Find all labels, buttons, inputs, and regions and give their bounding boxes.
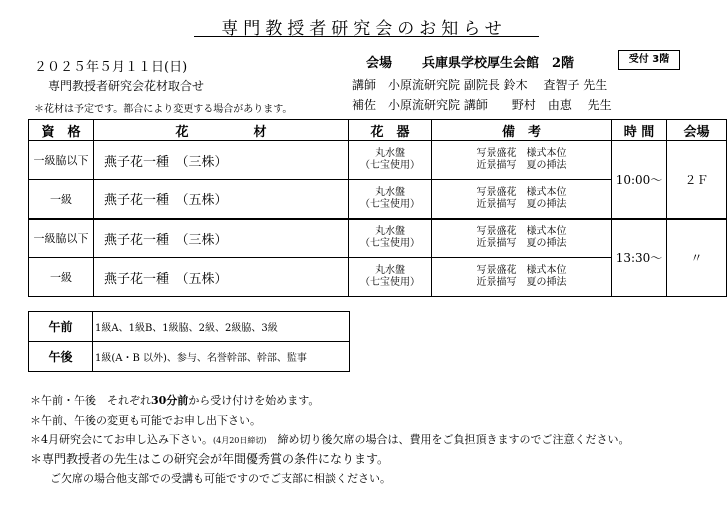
vase-cell bbox=[349, 141, 432, 180]
reception-box: 受付 3階 bbox=[618, 50, 680, 70]
rank-cell: 一級 bbox=[29, 180, 94, 219]
schedule-row-am bbox=[29, 312, 350, 342]
material-cell: 燕子花一種 （三株） bbox=[94, 141, 349, 180]
material-cell: 燕子花一種 （五株） bbox=[94, 258, 349, 297]
notes-line: 近景描写 夏の挿法 bbox=[476, 160, 567, 171]
material-table bbox=[28, 119, 727, 297]
rank-cell: 一級脇以下 bbox=[29, 141, 94, 180]
header-venue: 会場 bbox=[667, 120, 727, 141]
note-deadline: (4月20日締切) bbox=[213, 436, 267, 445]
note-text: 締め切り後欠席の場合は、費用をご負担頂きますのでご注意ください。 bbox=[266, 433, 630, 446]
vase-note: （七宝使用） bbox=[360, 277, 420, 288]
notes-line: 近景描写 夏の挿法 bbox=[476, 198, 567, 210]
note-award: ＊専門教授者の先生はこの研究会が年間優秀賞の条件になります。 bbox=[30, 452, 390, 466]
vase-note: （七宝使用） bbox=[360, 238, 420, 250]
vase-cell bbox=[349, 180, 432, 219]
assistant-line: 補佐 小原流研究院 講師 野村 由恵 先生 bbox=[352, 98, 612, 112]
vase-note: （七宝使用） bbox=[360, 160, 420, 171]
rank-cell: 一級 bbox=[29, 258, 94, 297]
header-notes: 備 考 bbox=[432, 120, 612, 141]
event-name: 専門教授者研究会花材取合せ bbox=[48, 79, 205, 93]
table-row bbox=[29, 219, 727, 258]
notes-line: 写景盛花 様式本位 bbox=[476, 265, 567, 276]
note-text: ＊午前・午後 それぞれ bbox=[30, 394, 151, 407]
schedule-label: 午前 bbox=[29, 312, 93, 342]
event-date: ２０２５年５月１１日(日) bbox=[34, 60, 188, 75]
note-change: ＊午前、午後の変更も可能でお申し出下さい。 bbox=[30, 414, 261, 427]
title-underline bbox=[194, 36, 539, 37]
time-cell: 10:00〜 bbox=[612, 141, 667, 219]
note-text: ＊4月研究会にてお申し込み下さい。 bbox=[30, 433, 213, 446]
vase-name: 丸水盤 bbox=[375, 226, 405, 238]
vase-cell bbox=[349, 258, 432, 297]
material-cell: 燕子花一種 （三株） bbox=[94, 219, 349, 258]
note-apply bbox=[30, 431, 630, 447]
venue-cell: ２Ｆ bbox=[667, 141, 727, 219]
vase-cell bbox=[349, 219, 432, 258]
vase-name: 丸水盤 bbox=[375, 186, 405, 198]
notes-line: 近景描写 夏の挿法 bbox=[476, 238, 567, 250]
schedule-text: 1級(A・B 以外)、参与、名誉幹部、幹部、監事 bbox=[93, 342, 350, 372]
notes-line: 近景描写 夏の挿法 bbox=[476, 277, 567, 288]
header-vase: 花 器 bbox=[349, 120, 432, 141]
schedule-row-pm bbox=[29, 342, 350, 372]
header-material: 花 材 bbox=[94, 120, 349, 141]
venue-cell: 〃 bbox=[667, 219, 727, 297]
schedule-table bbox=[28, 311, 350, 372]
vase-name: 丸水盤 bbox=[375, 265, 405, 276]
schedule-label: 午後 bbox=[29, 342, 93, 372]
notes-line: 写景盛花 様式本位 bbox=[476, 226, 567, 238]
notes-line: 写景盛花 様式本位 bbox=[476, 186, 567, 198]
rank-cell: 一級脇以下 bbox=[29, 219, 94, 258]
header-time: 時 間 bbox=[612, 120, 667, 141]
table-header-row bbox=[29, 120, 727, 141]
material-notice: ＊花材は予定です。都合により変更する場合があります。 bbox=[34, 104, 293, 115]
note-emphasis: 30分前 bbox=[151, 394, 189, 407]
vase-note: （七宝使用） bbox=[360, 198, 420, 210]
notes-cell bbox=[432, 219, 612, 258]
time-cell: 13:30〜 bbox=[612, 219, 667, 297]
notes-cell bbox=[432, 180, 612, 219]
table-row bbox=[29, 141, 727, 180]
notes-line: 写景盛花 様式本位 bbox=[476, 148, 567, 159]
lecturer-line: 講師 小原流研究院 副院長 鈴木 査智子 先生 bbox=[352, 78, 608, 92]
venue-label: 会場 bbox=[366, 56, 393, 71]
header-rank: 資 格 bbox=[29, 120, 94, 141]
notes-cell bbox=[432, 258, 612, 297]
notes-cell bbox=[432, 141, 612, 180]
vase-name: 丸水盤 bbox=[375, 148, 405, 159]
page-title: 専門教授者研究会のお知らせ bbox=[221, 19, 507, 39]
material-cell: 燕子花一種 （五株） bbox=[94, 180, 349, 219]
note-reception bbox=[30, 392, 319, 408]
schedule-text: 1級A、1級B、1級脇、2級、2級脇、3級 bbox=[93, 312, 350, 342]
venue-name: 兵庫県学校厚生会館 2階 bbox=[422, 56, 575, 71]
note-text: から受け付けを始めます。 bbox=[188, 394, 320, 407]
note-absence: ご欠席の場合他支部での受講も可能ですのでご支部に相談ください。 bbox=[50, 472, 391, 485]
